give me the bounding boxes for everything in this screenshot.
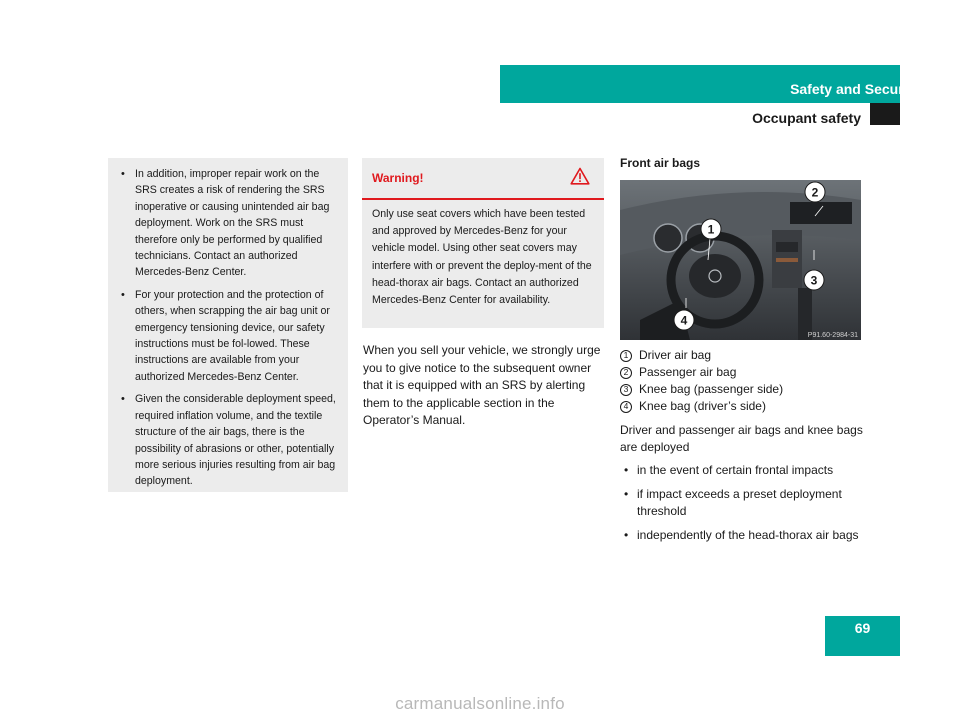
dashboard-illustration	[620, 180, 861, 340]
photo-code: P91.60-2984-31	[807, 332, 858, 339]
condition-item: • independently of the head-thorax air bags	[620, 527, 865, 544]
dashboard-photo	[620, 180, 861, 340]
section-title: Safety and Security	[790, 81, 920, 97]
info-item: • For your protection and the protection of others, when scrapping the air bag unit or emergency tensioning device, our safety instructions must be fol-lowed. These instructions are available from your authorized Mercedes-Benz Center.	[118, 287, 338, 385]
svg-text:1: 1	[707, 222, 715, 237]
info-item: • In addition, improper repair work on the SRS creates a risk of rendering the SRS inoperative or causing unintended air bag deployment. Work on the SRS must therefore only be performed by qualified technicians. Contact an authorized Mercedes-Benz Center.	[118, 166, 338, 281]
page-number: 69	[825, 616, 900, 656]
warning-box	[362, 158, 604, 328]
legend-item	[620, 364, 865, 381]
deploy-conditions	[620, 462, 865, 544]
sell-vehicle-paragraph: When you sell your vehicle, we strongly urge you to give notice to the subsequent owner that it is equipped with an SRS by alerting them to the applicable section in the Operator’s Manual.	[363, 343, 601, 427]
warning-text: Only use seat covers which have been tested and approved by Mercedes-Benz for your vehicle model. Using other seat covers may interfere with or prevent the deploy-ment of the head-thorax air bags. Contact an authorized Mercedes-Benz Center for availability.	[372, 208, 592, 307]
header-tab-marker	[870, 103, 900, 125]
legend-label: Knee bag (driver’s side)	[639, 399, 766, 413]
svg-text:4: 4	[680, 313, 688, 328]
subsection-title: Occupant safety	[752, 110, 861, 126]
info-box	[108, 158, 348, 492]
legend-number: 4	[620, 401, 632, 413]
info-item: • Given the considerable deployment speed, required inflation volume, and the textile structure of the air bags, there is the possibility of abrasions or other, potentially more serious injuries resulting from air bag deployment.	[118, 391, 338, 489]
deploy-intro: Driver and passenger air bags and knee bags are deployed	[620, 423, 863, 454]
legend-label: Driver air bag	[639, 348, 712, 362]
condition-item: • in the event of certain frontal impacts	[620, 462, 865, 479]
watermark: carmanualsonline.info	[395, 694, 565, 713]
airbag-legend	[620, 347, 865, 415]
legend-label: Knee bag (passenger side)	[639, 382, 784, 396]
svg-text:2: 2	[811, 185, 819, 200]
svg-text:3: 3	[810, 273, 818, 288]
warning-triangle-icon	[570, 167, 590, 190]
warning-label: Warning!	[372, 171, 424, 185]
legend-number: 1	[620, 350, 632, 362]
front-airbags-section	[620, 155, 865, 551]
legend-number: 3	[620, 384, 632, 396]
condition-item: • if impact exceeds a preset deployment threshold	[620, 486, 865, 520]
legend-item	[620, 381, 865, 398]
legend-item	[620, 347, 865, 364]
front-airbags-title: Front air bags	[620, 156, 701, 170]
legend-item	[620, 398, 865, 415]
warning-header	[362, 158, 604, 200]
legend-number: 2	[620, 367, 632, 379]
legend-label: Passenger air bag	[639, 365, 737, 379]
